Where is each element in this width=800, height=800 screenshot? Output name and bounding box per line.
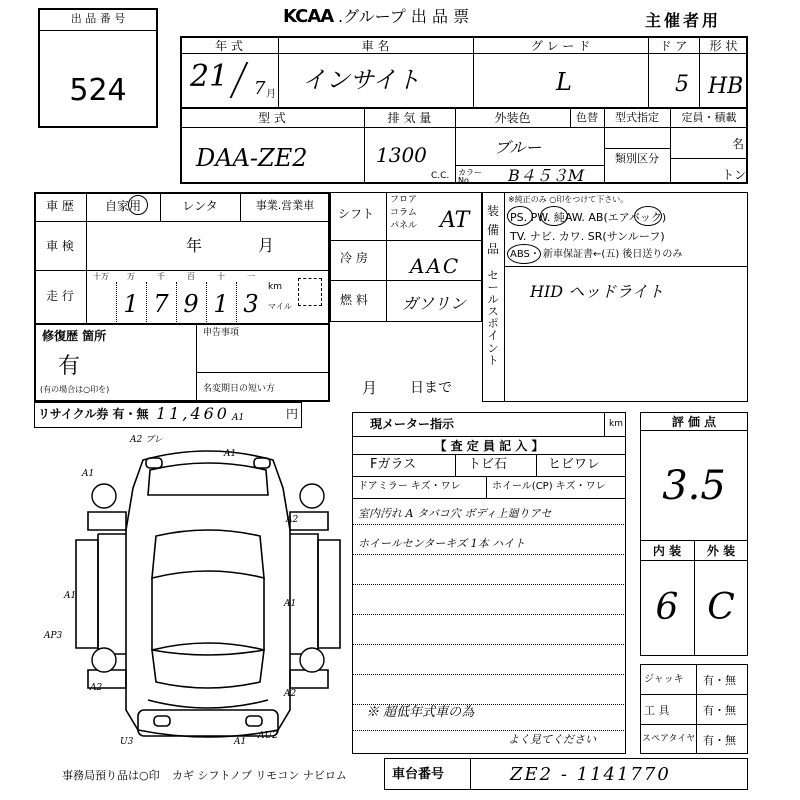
sheet-title: .グループ 出 品 票 (338, 7, 470, 26)
grade-label: グ レ ー ド (530, 39, 591, 53)
mileage-grid (86, 270, 266, 323)
interior-label: 内 装 (652, 544, 682, 558)
inspector-note-2: ホイールセンターキズ 1本 ハイト (358, 537, 526, 550)
history-label: 車 歴 (46, 199, 74, 213)
type-designation-label: 型式指定 (615, 111, 659, 124)
capacity-unit-people: 名 (732, 137, 745, 151)
mark-7: A2 (90, 683, 103, 693)
mark-9: A2 (284, 689, 297, 699)
year-label: 年 式 (215, 39, 243, 53)
color-label: 外装色 (494, 111, 531, 125)
color-value: ブルー (494, 138, 542, 157)
spare-label: スペアタイヤ (642, 734, 696, 744)
mileage-unit: 十万 (93, 272, 109, 281)
exterior-label: 外 装 (706, 544, 736, 558)
score-label: 評 価 点 (671, 415, 717, 429)
inspection-month: 月 (258, 236, 275, 255)
capacity-label: 定員・積載 (681, 111, 737, 124)
history-private: 自家用 (104, 199, 141, 213)
sales-value: HID ヘッドライト (530, 282, 664, 301)
sales-label: セールスポイント (487, 269, 499, 367)
class-label: 類別区分 (615, 152, 659, 165)
chassis-value: ZE2 - 1141770 (510, 764, 671, 785)
grade-value: L (556, 68, 572, 96)
fuel-label: 燃 料 (340, 293, 368, 307)
doors-value: 5 (675, 72, 689, 97)
body-value: HB (708, 74, 744, 99)
recycle-amount: 11,460 (156, 404, 230, 423)
km-unit: km (268, 282, 282, 292)
mark-10: U3 (120, 737, 134, 747)
type-value: DAA-ZE2 (196, 144, 308, 172)
equip-note: ※純正のみ ○印をつけて下さい。 (508, 195, 629, 204)
mark-1: A2 ブレ (130, 435, 163, 445)
shift-value: AT (440, 208, 470, 233)
mark-4: A1 (224, 449, 237, 459)
tools-value: 有・無 (703, 704, 736, 717)
doors-label: ド ア (659, 39, 688, 53)
model-label: 車 名 (361, 39, 390, 53)
equip-label: 装備品 (486, 204, 499, 257)
inspection-label: 車 検 (46, 239, 74, 253)
inspector-note-4: よく見てください (508, 733, 596, 746)
meter-label: 現メーター指示 (370, 417, 455, 431)
logo: KCAA (283, 6, 334, 27)
office-note: 事務局預り品は○印 (62, 769, 160, 782)
tools-label: 工 具 (644, 704, 670, 717)
mileage-unit: 万 (127, 272, 135, 281)
mark-8: A2 (286, 515, 299, 525)
ps-circle (507, 206, 533, 226)
car-diagram (58, 440, 358, 752)
lot-number: 524 (69, 73, 127, 108)
pw-circle (540, 206, 568, 226)
shift-column: コラム (390, 208, 417, 218)
cc-unit: C.C. (431, 171, 450, 181)
mile-unit: マイル (268, 302, 292, 311)
displacement-label: 排 気 量 (387, 111, 432, 125)
inspection-year: 年 (186, 236, 203, 255)
month-value: 7 (254, 78, 266, 99)
repaint-label: 色替 (576, 111, 598, 124)
mileage-label: 走 行 (46, 289, 74, 303)
spare-value: 有・無 (703, 734, 736, 747)
lot-box (38, 8, 158, 128)
mark-11: A1 (234, 737, 247, 747)
recycle-unit: 円 (286, 407, 299, 421)
glass-label: Fガラス (370, 457, 417, 472)
ac-label: 冷 房 (340, 251, 368, 265)
capacity-unit-ton: トン (722, 168, 747, 182)
mark-5: AP3 (44, 631, 63, 641)
repair-note: (有の場合は○印を) (40, 385, 110, 394)
mileage-unit: 一 (247, 272, 255, 281)
short-inspection-label: 名変期日の短い方 (203, 384, 276, 394)
repair-value: 有 (58, 354, 81, 379)
short-day: 日まで (410, 380, 452, 396)
recycle-label: リサイクル券 有・無 (38, 407, 149, 421)
interior-value: 6 (655, 587, 679, 628)
color-no-label: カラー No. (458, 168, 482, 185)
equip-line2: TV. ナビ. カワ. SR(サンルーフ) (510, 230, 665, 243)
mark-3: A1 (232, 413, 245, 423)
displacement-value: 1300 (376, 143, 427, 167)
model-value: インサイト (302, 66, 421, 94)
history-rental: レンタ (182, 199, 218, 213)
body-label: 形 状 (709, 39, 738, 53)
exterior-value: C (707, 587, 735, 628)
copy-label: 主催者用 (645, 11, 722, 30)
meter-km-unit: km (609, 419, 623, 429)
jack-value: 有・無 (703, 674, 736, 687)
private-circle (128, 195, 148, 215)
mirror-label: ドアミラー キズ・ワレ (358, 481, 461, 492)
wheel-label: ホイール(CP) キズ・ワレ (492, 481, 606, 492)
history-commercial: 事業.営業車 (255, 199, 315, 212)
mileage-unit: 千 (157, 272, 165, 281)
mark-12: AU2 (258, 731, 278, 741)
month-unit: 月 (266, 89, 276, 100)
color-no-value: B４５３M (508, 166, 585, 185)
ab-circle (634, 206, 662, 226)
repair-label: 修復歴 箇所 (42, 329, 107, 343)
mark-6: A1 (64, 591, 77, 601)
short-month: 月 (362, 379, 378, 397)
lot-label: 出 品 番 号 (70, 12, 126, 25)
mileage-unit: 十 (217, 272, 225, 281)
abs-circle (507, 244, 541, 264)
equip-line3: ABS・ 新車保証書←(五) 後日送りのみ (510, 249, 683, 260)
mileage-digit: 3 (243, 290, 259, 318)
mark-2: A1 (82, 469, 95, 479)
office-items: カギ シフトノブ リモコン ナビロム (172, 769, 347, 782)
fuel-value: ガソリン (402, 294, 467, 313)
mileage-digit: 9 (183, 290, 199, 318)
chassis-label: 車台番号 (392, 767, 445, 782)
mileage-digit: 7 (153, 290, 169, 318)
mileage-unit: 百 (187, 272, 195, 281)
glass-chip: トビ石 (468, 457, 508, 472)
shift-panel: パネル (390, 221, 418, 231)
shift-floor: フロア (390, 195, 418, 205)
shift-label: シフト (338, 207, 375, 221)
equip-line1: PS. PW. 純AW. AB(エアバック) (510, 211, 667, 224)
mile-checkbox (298, 278, 322, 306)
jack-label: ジャッキ (644, 674, 684, 685)
type-label: 型 式 (258, 111, 286, 125)
mileage-digit: 1 (213, 290, 229, 318)
score-value: 3.5 (662, 463, 726, 509)
glass-crack: ヒビワレ (548, 457, 601, 472)
mileage-digit: 1 (123, 290, 139, 318)
inspector-note-3: ※ 超低年式車の為 (366, 705, 475, 720)
notes-label: 申告事項 (203, 328, 240, 338)
inspector-section-label: 【 査 定 員 記 入 】 (434, 439, 544, 453)
year-value: 21 (190, 59, 229, 94)
inspector-note-1: 室内汚れ A タバコ穴 ボディ上廻りアセ (358, 507, 552, 520)
ac-value: AAC (410, 254, 461, 278)
mark-13: A1 (284, 599, 297, 609)
